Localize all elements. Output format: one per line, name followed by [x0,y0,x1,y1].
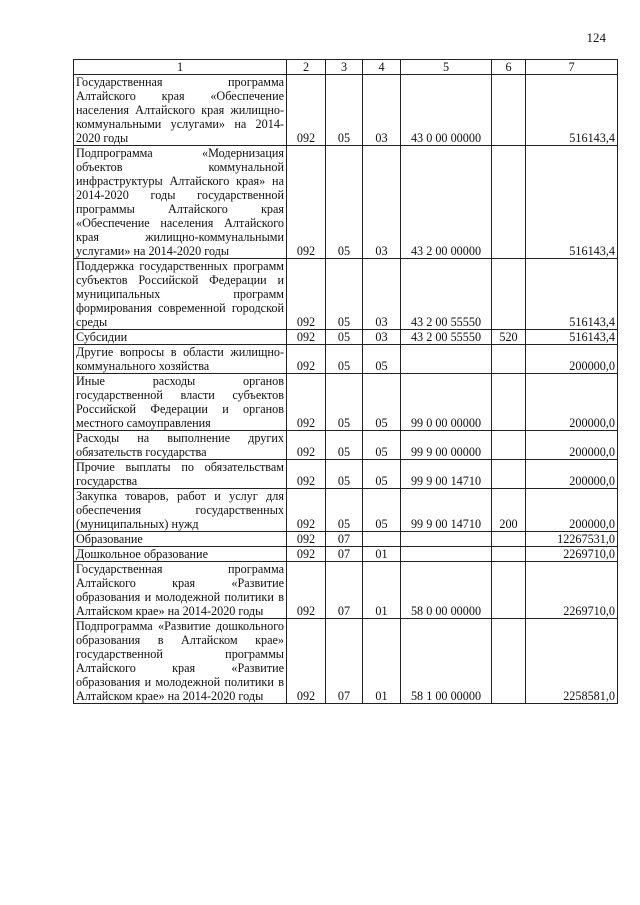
cell-subsection: 05 [363,345,401,374]
cell-target-code: 58 1 00 00000 [401,619,492,704]
column-header: 5 [401,60,492,75]
cell-amount: 200000,0 [526,431,618,460]
cell-section: 05 [326,431,363,460]
cell-target-code [401,345,492,374]
cell-amount: 516143,4 [526,146,618,259]
cell-section: 07 [326,619,363,704]
header-row [74,60,618,75]
cell-amount: 516143,4 [526,75,618,146]
cell-subsection: 05 [363,431,401,460]
cell-expense-type [492,431,526,460]
cell-ved: 092 [287,146,326,259]
cell-ved: 092 [287,345,326,374]
budget-table [73,59,618,704]
cell-amount: 12267531,0 [526,532,618,547]
table-row [74,374,618,431]
cell-ved: 092 [287,532,326,547]
cell-target-code [401,547,492,562]
cell-expense-type [492,75,526,146]
cell-ved: 092 [287,562,326,619]
cell-ved: 092 [287,619,326,704]
cell-subsection: 05 [363,374,401,431]
cell-section: 05 [326,345,363,374]
cell-name: Другие вопросы в области жилищно-коммунального хозяйства [74,345,287,374]
cell-subsection: 03 [363,330,401,345]
cell-expense-type [492,146,526,259]
cell-subsection: 05 [363,489,401,532]
cell-subsection: 01 [363,619,401,704]
cell-amount: 2269710,0 [526,562,618,619]
cell-ved: 092 [287,259,326,330]
column-header: 3 [326,60,363,75]
cell-target-code: 99 9 00 14710 [401,460,492,489]
cell-ved: 092 [287,547,326,562]
cell-name: Иные расходы органов государственной власти субъектов Российской Федерации и органов местного самоуправления [74,374,287,431]
table-row [74,547,618,562]
cell-amount: 200000,0 [526,374,618,431]
cell-ved: 092 [287,330,326,345]
table-row [74,460,618,489]
cell-amount: 516143,4 [526,259,618,330]
column-header: 1 [74,60,287,75]
cell-amount: 516143,4 [526,330,618,345]
cell-name: Дошкольное образование [74,547,287,562]
cell-section: 05 [326,374,363,431]
table-row [74,259,618,330]
cell-expense-type [492,460,526,489]
cell-expense-type [492,547,526,562]
cell-subsection [363,532,401,547]
cell-amount: 2269710,0 [526,547,618,562]
column-header: 2 [287,60,326,75]
cell-ved: 092 [287,374,326,431]
cell-target-code: 99 9 00 14710 [401,489,492,532]
cell-target-code: 43 2 00 55550 [401,259,492,330]
cell-target-code [401,532,492,547]
cell-name: Прочие выплаты по обязательствам государства [74,460,287,489]
cell-expense-type: 520 [492,330,526,345]
page-number: 124 [586,30,606,45]
cell-section: 05 [326,489,363,532]
cell-target-code: 43 0 00 00000 [401,75,492,146]
cell-name: Государственная программа Алтайского края «Обеспечение населения Алтайского края жилищно-коммунальными услугами» на 2014-2020 годы [74,75,287,146]
cell-amount: 200000,0 [526,489,618,532]
cell-expense-type [492,374,526,431]
cell-section: 07 [326,547,363,562]
cell-subsection: 01 [363,562,401,619]
cell-target-code: 58 0 00 00000 [401,562,492,619]
table-row [74,562,618,619]
cell-section: 05 [326,146,363,259]
cell-expense-type [492,562,526,619]
cell-ved: 092 [287,489,326,532]
cell-expense-type: 200 [492,489,526,532]
cell-name: Субсидии [74,330,287,345]
cell-amount: 200000,0 [526,460,618,489]
cell-name: Закупка товаров, работ и услуг для обеспечения государственных (муниципальных) нужд [74,489,287,532]
cell-subsection: 03 [363,259,401,330]
cell-ved: 092 [287,460,326,489]
cell-subsection: 01 [363,547,401,562]
cell-expense-type [492,532,526,547]
cell-target-code: 43 2 00 00000 [401,146,492,259]
cell-name: Подпрограмма «Модернизация объектов коммунальной инфраструктуры Алтайского края» на 2014-2020 годы государственной программы Алтайского края «Обеспечение населения Алтайского края жилищно-коммунальными услугами» на 2014-2020 годы [74,146,287,259]
cell-section: 07 [326,532,363,547]
cell-target-code: 43 2 00 55550 [401,330,492,345]
cell-amount: 2258581,0 [526,619,618,704]
cell-subsection: 03 [363,146,401,259]
table-row [74,431,618,460]
cell-name: Образование [74,532,287,547]
cell-ved: 092 [287,75,326,146]
cell-amount: 200000,0 [526,345,618,374]
column-header: 4 [363,60,401,75]
cell-section: 05 [326,460,363,489]
table-row [74,532,618,547]
cell-subsection: 05 [363,460,401,489]
column-header: 6 [492,60,526,75]
cell-expense-type [492,259,526,330]
column-header: 7 [526,60,618,75]
cell-subsection: 03 [363,75,401,146]
cell-section: 05 [326,259,363,330]
cell-section: 05 [326,75,363,146]
table-row [74,330,618,345]
table-row [74,75,618,146]
table-row [74,619,618,704]
cell-expense-type [492,619,526,704]
cell-target-code: 99 0 00 00000 [401,374,492,431]
cell-section: 07 [326,562,363,619]
cell-target-code: 99 9 00 00000 [401,431,492,460]
table-row [74,489,618,532]
cell-ved: 092 [287,431,326,460]
table-row [74,146,618,259]
cell-name: Расходы на выполнение других обязательств государства [74,431,287,460]
cell-name: Подпрограмма «Развитие дошкольного образования в Алтайском крае» государственной программы Алтайского края «Развитие образования и молодежной политики в Алтайском крае» на 2014-2020 годы [74,619,287,704]
cell-name: Государственная программа Алтайского края «Развитие образования и молодежной политики в Алтайском крае» на 2014-2020 годы [74,562,287,619]
cell-expense-type [492,345,526,374]
cell-section: 05 [326,330,363,345]
table-row [74,345,618,374]
cell-name: Поддержка государственных программ субъектов Российской Федерации и муниципальных программ формирования современной городской среды [74,259,287,330]
